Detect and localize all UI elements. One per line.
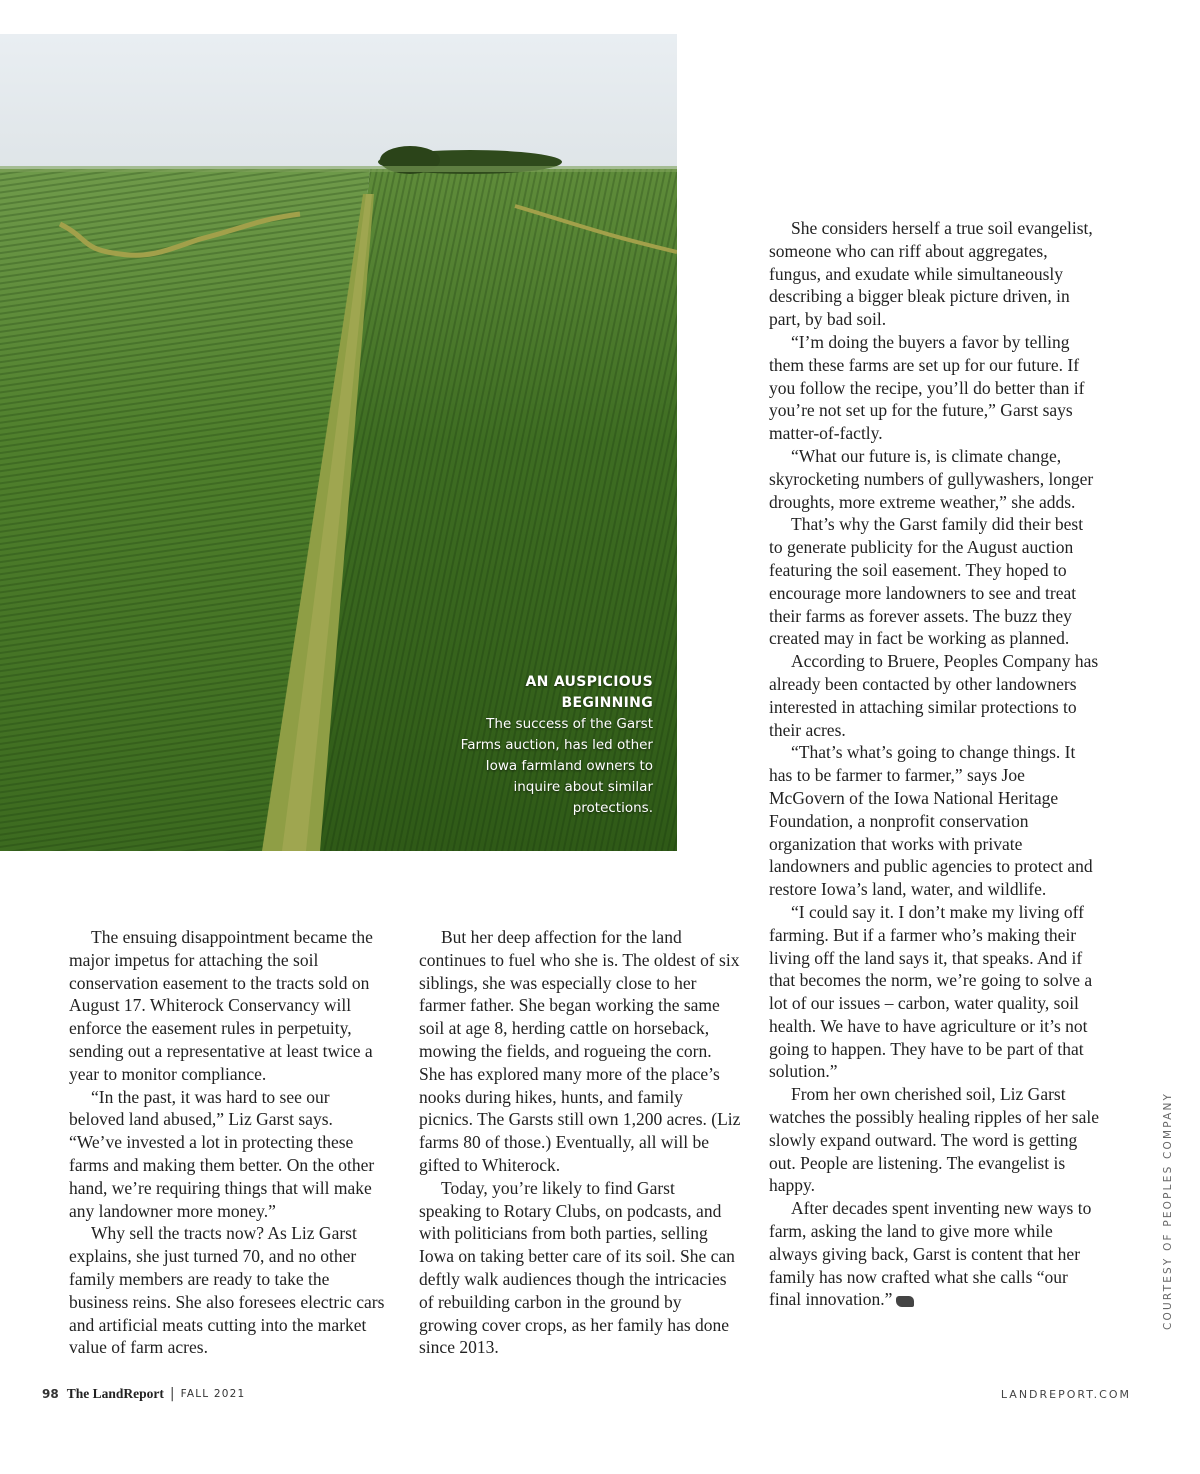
paragraph-final <box>769 1197 1099 1311</box>
paragraph: “I could say it. I don’t make my living off farming. But if a farmer who’s making their living off the land says it, that speaks. And if that becomes the norm, we’re going to solve a lot of our issues – carbon, water quality, soil health. We have to have agriculture or it’s not going to happen. They have to be part of that solution.” <box>769 901 1093 1082</box>
article-column-2 <box>419 926 741 1359</box>
article-column-1 <box>69 926 389 1359</box>
paragraph: She considers herself a true soil evangelist, someone who can riff about aggregates, fungus, and exudate while simultaneously describing a bigger bleak picture driven, in part, by bad soil. <box>769 218 1093 330</box>
paragraph: “That’s what’s going to change things. It has to be farmer to farmer,” says Joe McGovern of the Iowa National Heritage Foundation, a nonprofit conservation organization that works with private landowners and public agencies to protect and restore Iowa’s land, water, and wildlife. <box>769 742 1093 900</box>
website-link[interactable]: LANDREPORT.COM <box>1000 1388 1131 1401</box>
paragraph-final-text: After decades spent inventing new ways to farm, asking the land to give more while always giving back, Garst is content that her family has now crafted what she calls “our final innovation.” <box>769 1198 1092 1310</box>
page-number: 98 <box>42 1387 59 1401</box>
paragraph: According to Bruere, Peoples Company has already been contacted by other landowners interested in attaching similar protections to their acres. <box>769 651 1099 740</box>
paragraph: Why sell the tracts now? As Liz Garst explains, she just turned 70, and no other family members are ready to take the business reins. She also foresees electric cars and artificial meats cutting into the market value of farm acres. <box>69 1223 385 1358</box>
caption-title: AN AUSPICIOUS BEGINNING <box>525 674 653 711</box>
article-column-3 <box>769 217 1099 1311</box>
page-footer-left <box>42 1386 245 1402</box>
photo-caption <box>453 672 653 819</box>
usa-map-end-icon <box>896 1296 914 1307</box>
paragraph: That’s why the Garst family did their best to generate publicity for the August auction featuring the soil easement. They hoped to encourage more landowners to see and treat their farms as forever assets. The buzz they created may in fact be working as planned. <box>769 514 1084 649</box>
paragraph: But her deep affection for the land continues to fuel who she is. The oldest of six siblings, she was especially close to her farmer father. She began working the same soil at age 8, herding cattle on horseback, mowing the fields, and rogueing the corn. She has explored many more of the place’s nooks during hikes, hunts, and family picnics. The Garsts still own 1,200 acres. (Liz farms 80 of those.) Eventually, all will be gifted to Whiterock. <box>419 927 741 1175</box>
photo-credit: COURTESY OF PEOPLES COMPANY <box>1162 1091 1174 1330</box>
magazine-name: The LandReport <box>66 1386 164 1401</box>
paragraph: “In the past, it was hard to see our beloved land abused,” Liz Garst says. “We’ve invested a lot in protecting these farms and making them better. On the other hand, we’re requiring things that will make any landowner more money.” <box>69 1086 375 1221</box>
paragraph: “I’m doing the buyers a favor by telling them these farms are set up for our future. If you follow the recipe, you’ll do better than if you’re not set up for the future,” Garst says matter-of-factly. <box>769 331 1085 444</box>
caption-text: The success of the Garst Farms auction, has led other Iowa farmland owners to inquire about similar protections. <box>460 716 653 816</box>
paragraph: From her own cherished soil, Liz Garst watches the possibly healing ripples of her sale slowly expand outward. The word is getting out. People are listening. The evangelist is happy. <box>769 1084 1099 1196</box>
issue-label: FALL 2021 <box>180 1388 246 1400</box>
footer-divider: | <box>169 1386 175 1402</box>
farm-aerial-photo <box>0 34 677 851</box>
paragraph: Today, you’re likely to find Garst speaking to Rotary Clubs, on podcasts, and with politicians from both parties, selling Iowa on taking better care of its soil. She can deftly walk audiences though the intricacies of rebuilding carbon in the ground by growing cover crops, as her family has done since 2013. <box>419 1177 735 1358</box>
paragraph: The ensuing disappointment became the major impetus for attaching the soil conservation easement to the tracts sold on August 17. Whiterock Conservancy will enforce the easement rules in perpetuity, sending out a representative at least twice a year to monitor compliance. <box>69 927 373 1084</box>
paragraph: “What our future is, is climate change, skyrocketing numbers of gullywashers, longer droughts, more extreme weather,” she adds. <box>769 445 1094 512</box>
